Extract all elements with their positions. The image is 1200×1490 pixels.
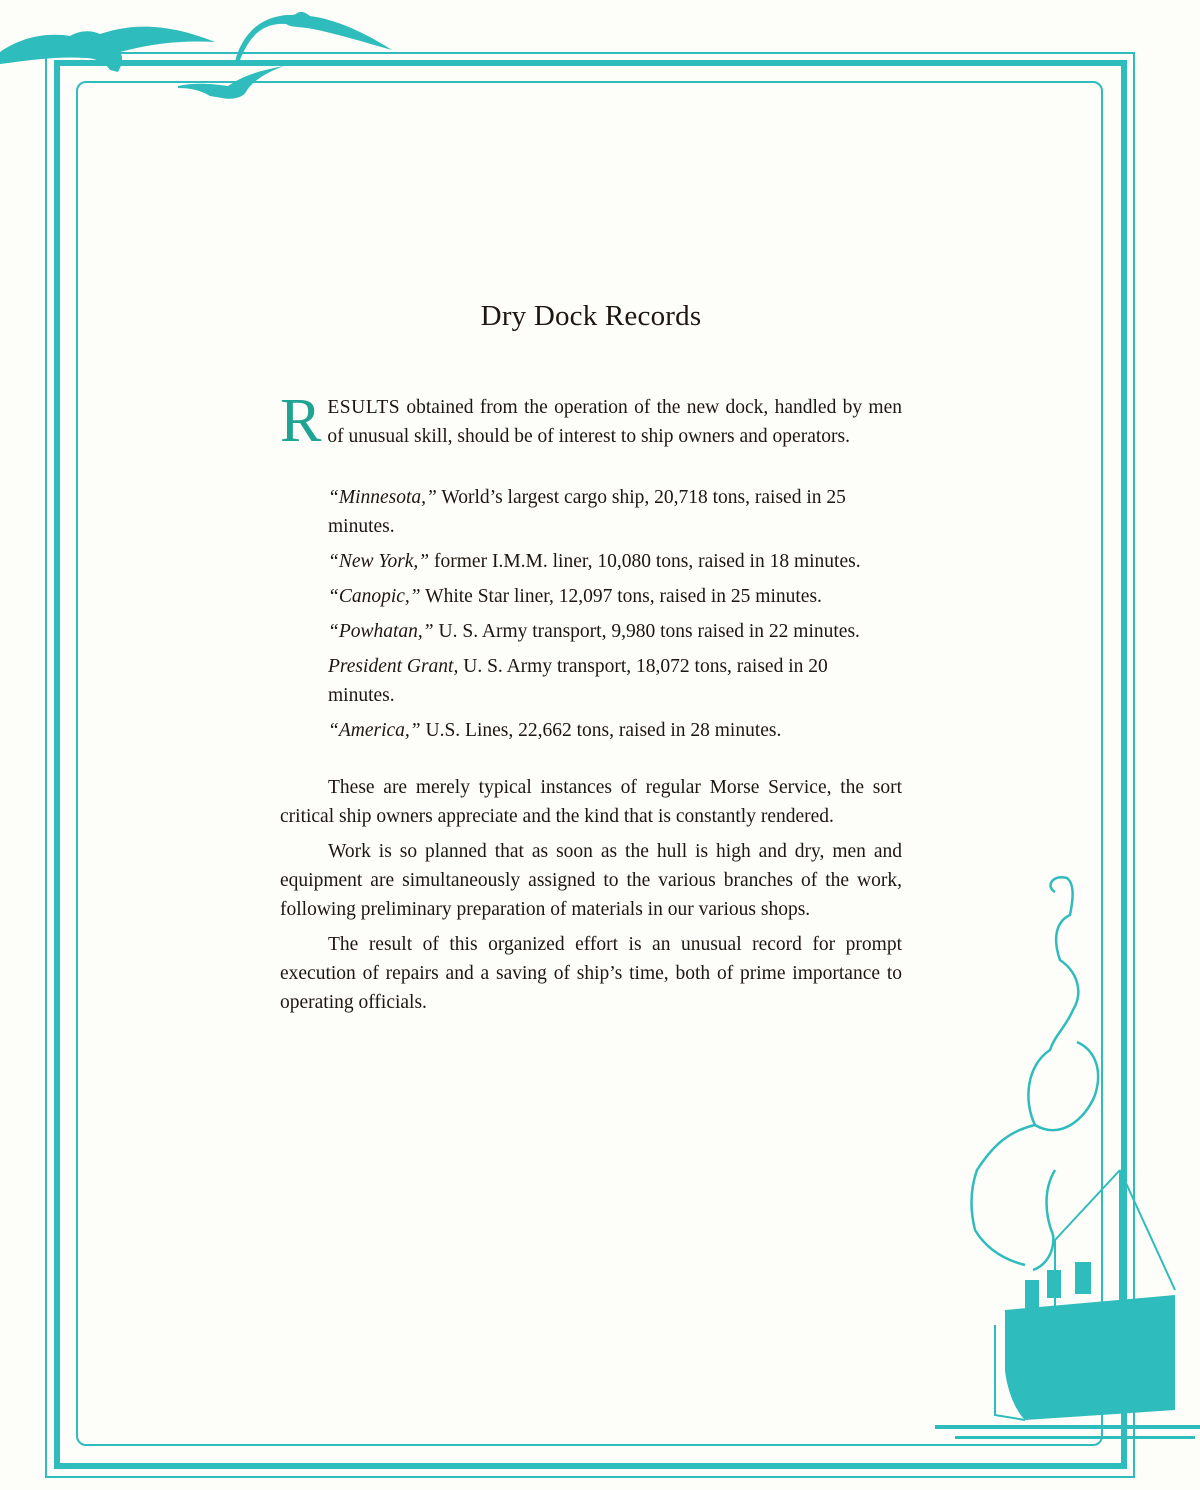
intro-paragraph [280, 387, 902, 455]
page-title: Dry Dock Records [480, 300, 702, 332]
body-paragraph: The result of this organized effort is an unusual record for prompt execution of repairs and a saving of ship’s time, both of prime importance to operating officials. [280, 934, 902, 1013]
record-item [328, 547, 878, 576]
record-detail: World’s largest cargo ship, 20,718 tons, raised in 25 minutes. [328, 487, 846, 537]
body-paragraphs [280, 773, 902, 1017]
seagulls-icon [0, 0, 420, 120]
ship-name: “Powhatan,” [328, 621, 434, 642]
record-detail: U. S. Army transport, 18,072 tons, raised in 20 minutes. [328, 656, 828, 706]
record-item [328, 652, 878, 710]
steamship-icon [935, 870, 1200, 1490]
body-paragraph: Work is so planned that as soon as the hull is high and dry, men and equipment are simultaneously assigned to the various branches of the work, following preliminary preparation of materials in our various shops. [280, 841, 902, 920]
ship-name: “New York,” [328, 551, 430, 572]
drop-cap: R [280, 387, 322, 455]
records-list [328, 483, 878, 745]
ship-name: “America,” [328, 720, 421, 741]
record-detail: White Star liner, 12,097 tons, raised in 25 minutes. [420, 586, 822, 607]
record-detail: U. S. Army transport, 9,980 tons raised in 22 minutes. [433, 621, 860, 642]
intro-lead: ESULTS [327, 397, 401, 418]
article [280, 300, 902, 1023]
ship-name: President Grant, [328, 656, 459, 677]
record-item [328, 617, 878, 646]
record-item [328, 716, 878, 745]
body-paragraph: These are merely typical instances of regular Morse Service, the sort critical ship owners appreciate and the kind that is constantly rendered. [280, 777, 902, 827]
record-detail: U.S. Lines, 22,662 tons, raised in 28 minutes. [420, 720, 782, 741]
record-item [328, 582, 878, 611]
intro-text: obtained from the operation of the new dock, handled by men of unusual skill, should be of interest to ship owners and operators. [327, 397, 902, 447]
ship-name: “Minnesota,” [328, 487, 437, 508]
record-detail: former I.M.M. liner, 10,080 tons, raised in 18 minutes. [429, 551, 861, 572]
ship-name: “Canopic,” [328, 586, 421, 607]
record-item [328, 483, 878, 541]
